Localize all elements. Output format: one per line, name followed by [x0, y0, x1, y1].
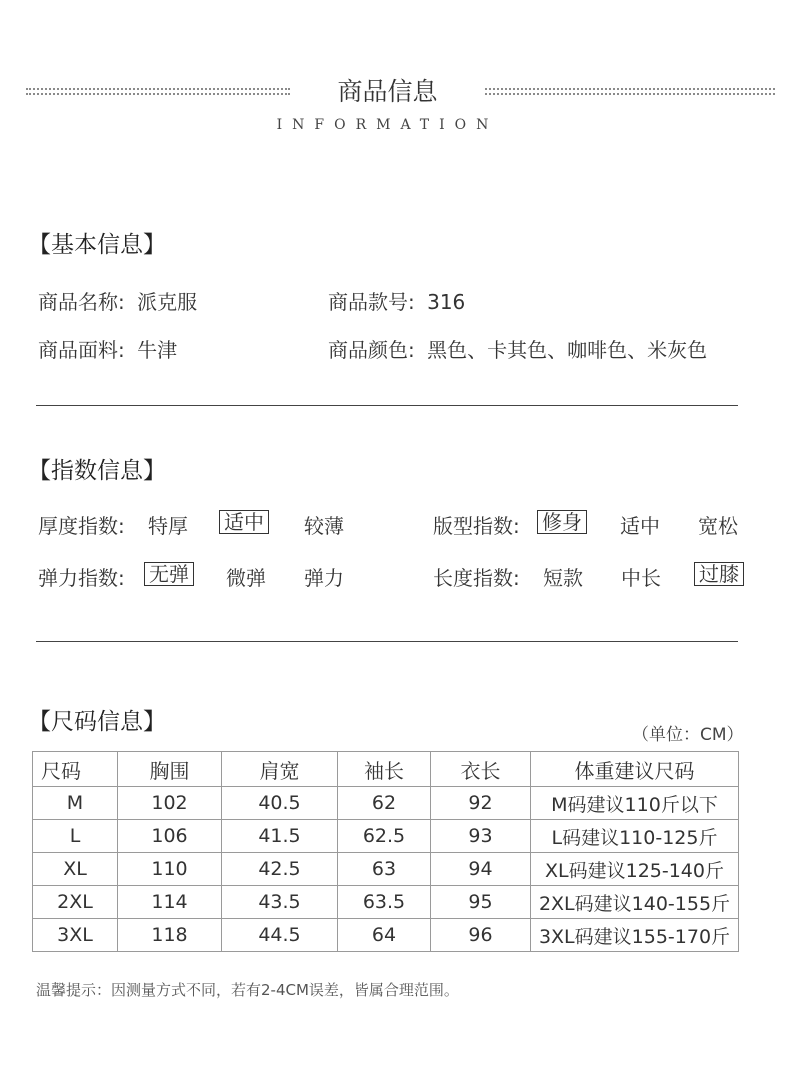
table-cell: XL	[33, 853, 118, 886]
table-row	[33, 853, 739, 886]
fabric-value: 牛津	[137, 338, 178, 362]
elasticity-option-none-selected: 无弹	[144, 562, 194, 586]
section-divider-1	[36, 405, 738, 406]
column-header: 袖长	[338, 752, 431, 787]
table-cell: 62.5	[338, 820, 431, 853]
measurement-note: 温馨提示：因测量方式不同，若有2-4CM误差，皆属合理范围。	[36, 981, 459, 999]
table-row	[33, 787, 739, 820]
elasticity-label: 弹力指数:	[38, 566, 125, 590]
table-cell: 94	[431, 853, 531, 886]
table-cell: 42.5	[222, 853, 338, 886]
length-option-knee-selected: 过膝	[694, 562, 744, 586]
product-name-label: 商品名称:	[38, 290, 125, 314]
thickness-option-thin: 较薄	[304, 514, 344, 538]
thickness-label: 厚度指数:	[38, 514, 125, 538]
table-cell: 3XL	[33, 919, 118, 952]
table-cell: 118	[118, 919, 222, 952]
length-option-short: 短款	[543, 566, 583, 590]
table-cell: 92	[431, 787, 531, 820]
fabric-label: 商品面料:	[38, 338, 125, 362]
table-cell: 64	[338, 919, 431, 952]
section-divider-2	[36, 641, 738, 642]
table-cell: 110	[118, 853, 222, 886]
table-row	[33, 886, 739, 919]
table-cell: 43.5	[222, 886, 338, 919]
column-header: 肩宽	[222, 752, 338, 787]
elasticity-option-stretch: 弹力	[304, 566, 344, 590]
table-cell: XL码建议125-140斤	[531, 853, 739, 886]
thickness-option-medium-selected: 适中	[219, 510, 269, 534]
table-cell: 3XL码建议155-170斤	[531, 919, 739, 952]
fabric-row	[38, 334, 177, 363]
table-cell: M	[33, 787, 118, 820]
color-label: 商品颜色:	[328, 338, 415, 362]
column-header: 体重建议尺码	[531, 752, 739, 787]
product-name-row	[38, 286, 197, 315]
size-table	[32, 751, 739, 952]
index-info-title: 【指数信息】	[28, 458, 166, 484]
elasticity-option-slight: 微弹	[226, 566, 266, 590]
fit-option-slim-selected: 修身	[537, 510, 587, 534]
style-number-value: 316	[427, 290, 466, 314]
size-info-title: 【尺码信息】	[28, 709, 166, 735]
column-header: 胸围	[118, 752, 222, 787]
table-cell: 2XL码建议140-155斤	[531, 886, 739, 919]
length-option-mid: 中长	[621, 566, 661, 590]
basic-info-title: 【基本信息】	[28, 232, 166, 258]
fit-option-regular: 适中	[620, 514, 660, 538]
color-row	[328, 334, 707, 363]
table-cell: 102	[118, 787, 222, 820]
table-cell: L	[33, 820, 118, 853]
table-cell: 96	[431, 919, 531, 952]
table-cell: 40.5	[222, 787, 338, 820]
table-header-row	[33, 752, 739, 787]
table-cell: 62	[338, 787, 431, 820]
page-title: 商品信息	[337, 77, 438, 106]
table-row	[33, 820, 739, 853]
fit-option-loose: 宽松	[698, 514, 738, 538]
column-header: 尺码	[33, 752, 118, 787]
table-cell: 106	[118, 820, 222, 853]
style-number-label: 商品款号:	[328, 290, 415, 314]
table-cell: 63.5	[338, 886, 431, 919]
table-cell: M码建议110斤以下	[531, 787, 739, 820]
style-number-row	[328, 286, 465, 315]
table-cell: 93	[431, 820, 531, 853]
length-label: 长度指数:	[433, 566, 520, 590]
table-cell: 44.5	[222, 919, 338, 952]
column-header: 衣长	[431, 752, 531, 787]
table-cell: 2XL	[33, 886, 118, 919]
table-cell: 41.5	[222, 820, 338, 853]
product-name-value: 派克服	[137, 290, 198, 314]
table-cell: L码建议110-125斤	[531, 820, 739, 853]
fit-label: 版型指数:	[433, 514, 520, 538]
thickness-option-extra-thick: 特厚	[148, 514, 188, 538]
table-cell: 63	[338, 853, 431, 886]
table-cell: 95	[431, 886, 531, 919]
table-row	[33, 919, 739, 952]
color-value: 黑色、卡其色、咖啡色、米灰色	[427, 338, 708, 362]
size-unit-note: （单位：CM）	[632, 725, 744, 745]
table-cell: 114	[118, 886, 222, 919]
page-subtitle: INFORMATION	[276, 117, 499, 133]
